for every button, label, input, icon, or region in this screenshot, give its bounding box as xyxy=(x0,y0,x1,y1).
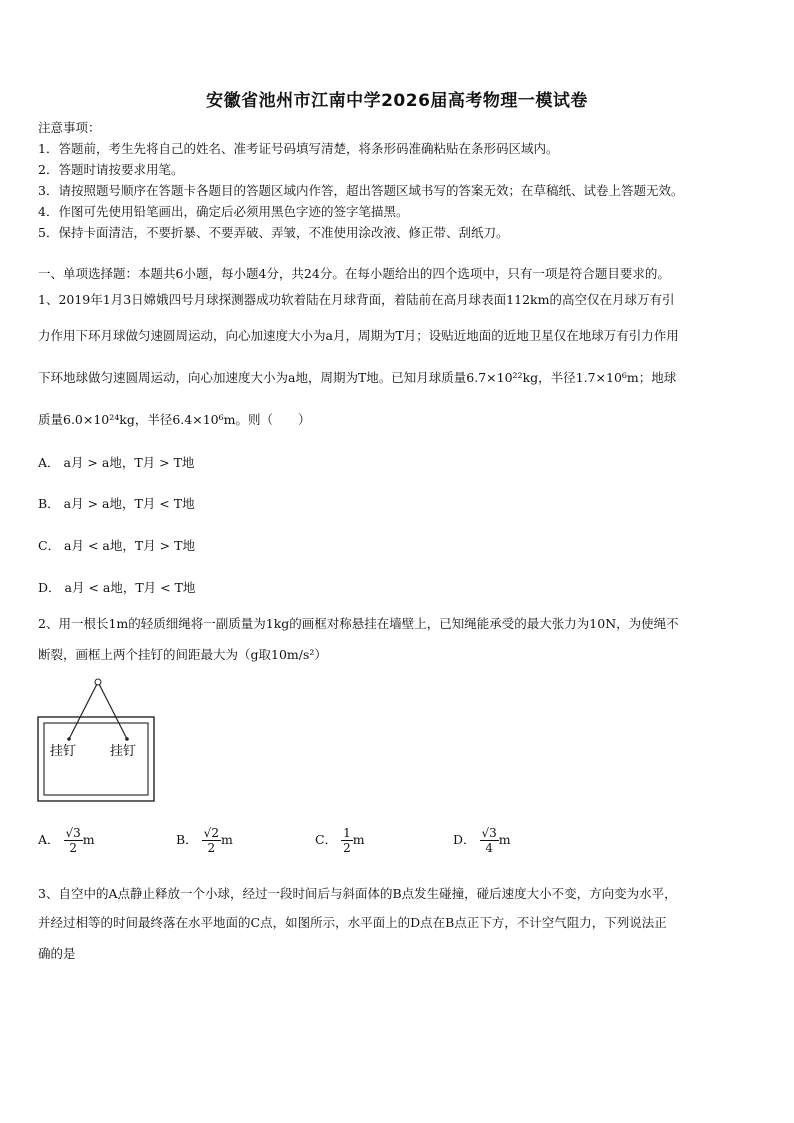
q1-text-line: 下环地球做匀速圆周运动，向心加速度大小为a地，周期为T地。已知月球质量6.7×10²²kg，半径1.7×10⁶m；地球 xyxy=(38,370,677,385)
hook-label-right: 挂钉 xyxy=(110,744,137,759)
q1-option-a: A． a月 > a地，T月 > T地 xyxy=(38,455,195,470)
numerator: √3 xyxy=(65,826,81,840)
q1-option-d: D． a月 < a地，T月 < T地 xyxy=(38,580,196,595)
q2-option-a xyxy=(38,826,95,855)
notice-heading: 注意事项： xyxy=(38,120,101,135)
picture-frame-diagram xyxy=(36,676,160,806)
hook-label-left: 挂钉 xyxy=(50,744,77,759)
q1-text-line: 质量6.0×10²⁴kg，半径6.4×10⁶m。则（ ） xyxy=(38,412,311,427)
page-title: 安徽省池州市江南中学2026届高考物理一模试卷 xyxy=(206,91,588,111)
unit: m xyxy=(352,832,365,847)
denominator: 4 xyxy=(485,841,493,855)
notice-item: 4．作图可先使用铅笔画出，确定后必须用黑色字迹的签字笔描黑。 xyxy=(38,204,409,219)
option-letter: B． xyxy=(176,832,198,847)
q3-text-line: 确的是 xyxy=(38,946,76,961)
frame-outer xyxy=(38,717,154,801)
unit: m xyxy=(82,832,95,847)
option-letter: D． xyxy=(453,832,476,847)
fraction xyxy=(480,826,499,855)
frame-inner xyxy=(44,723,148,795)
denominator: 2 xyxy=(69,841,77,855)
q2-text-line: 断裂，画框上两个挂钉的间距最大为（g取10m/s²） xyxy=(38,647,327,662)
section-heading: 一、单项选择题：本题共6小题，每小题4分，共24分。在每小题给出的四个选项中，只有一项是符合题目要求的。 xyxy=(38,266,670,281)
denominator: 2 xyxy=(207,841,216,855)
denominator: 2 xyxy=(343,841,351,855)
q2-option-b xyxy=(176,826,233,855)
notice-item: 1．答题前，考生先将自己的姓名、准考证号码填写清楚，将条形码准确粘贴在条形码区域内。 xyxy=(38,141,559,156)
rope-right xyxy=(98,682,127,739)
rope-left xyxy=(69,682,98,739)
q1-option-b: B． a月 > a地，T月 < T地 xyxy=(38,496,195,511)
q3-text-line: 3、自空中的A点静止释放一个小球，经过一段时间后与斜面体的B点发生碰撞，碰后速度大小不变，方向变为水平， xyxy=(38,886,677,901)
unit: m xyxy=(220,832,233,847)
hook-left xyxy=(67,737,71,741)
hook-right xyxy=(125,737,129,741)
q3-text-line: 并经过相等的时间最终落在水平地面的C点，如图所示，水平面上的D点在B点正下方，不计空气阻力，下列说法正 xyxy=(38,915,667,930)
numerator: √2 xyxy=(203,826,219,840)
option-letter: A． xyxy=(38,832,60,847)
notice-item: 5．保持卡面清洁，不要折暴、不要弄破、弄皱，不准使用涂改液、修正带、刮纸刀。 xyxy=(38,225,509,240)
fraction xyxy=(202,826,221,855)
numerator: √3 xyxy=(481,826,497,840)
q1-text-line: 1、2019年1月3日嫦娥四号月球探测器成功软着陆在月球背面，着陆前在高月球表面112km的高空仅在月球万有引 xyxy=(38,292,675,307)
q1-option-c: C． a月 < a地，T月 > T地 xyxy=(38,538,195,553)
notice-item: 2．答题时请按要求用笔。 xyxy=(38,162,184,177)
q2-option-c xyxy=(315,826,365,855)
q2-option-d xyxy=(453,826,511,855)
notice-item: 3．请按照题号顺序在答题卡各题目的答题区域内作答，超出答题区域书写的答案无效；在草稿纸、试卷上答题无效。 xyxy=(38,183,684,198)
unit: m xyxy=(498,832,511,847)
numerator: 1 xyxy=(343,826,351,840)
q1-text-line: 力作用下环月球做匀速圆周运动，向心加速度大小为a月，周期为T月；设贴近地面的近地卫星仅在地球万有引力作用 xyxy=(38,328,679,343)
wall-nail xyxy=(95,679,101,685)
fraction xyxy=(341,826,353,855)
option-letter: C． xyxy=(315,832,338,847)
fraction xyxy=(64,826,83,855)
q2-text-line: 2、用一根长1m的轻质细绳将一副质量为1kg的画框对称悬挂在墙壁上，已知绳能承受的最大张力为10N，为使绳不 xyxy=(38,616,679,631)
